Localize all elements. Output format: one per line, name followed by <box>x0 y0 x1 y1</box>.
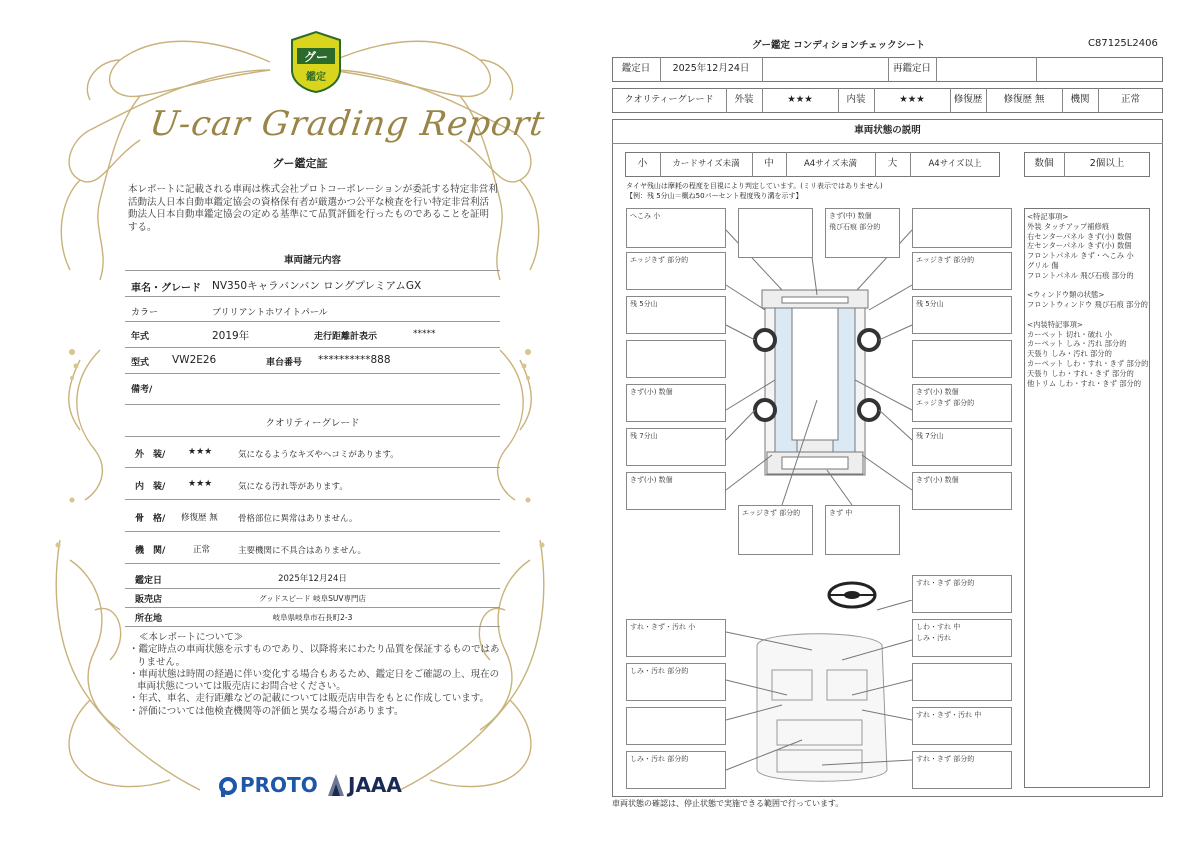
repair-label: 修復歴 <box>953 94 983 105</box>
interior-box-right-floor: すれ・きず・汚れ 中 <box>912 707 1012 745</box>
damage-box-front-glass: きず(中) 数個 飛び石痕 部分的 <box>825 208 900 258</box>
size-small: 小 <box>637 158 648 169</box>
damage-box-right-door <box>912 340 1012 378</box>
damage-box-rear-left: きず(小) 数個 <box>626 472 726 510</box>
engine-desc: 主要機関に不具合はありません。 <box>238 546 367 556</box>
sheet-date-label: 鑑定日 <box>621 63 651 74</box>
divider <box>125 270 500 271</box>
state-header: 車両状態の説明 <box>854 125 921 136</box>
ext-label: 外装 <box>734 94 754 105</box>
jaaa-logo: JAAA <box>348 773 402 797</box>
engine-value: 正常 <box>193 545 211 555</box>
damage-box-left-door <box>626 340 726 378</box>
car-name-label: 車名・グレード <box>131 283 201 294</box>
remarks-label: 備考/ <box>131 385 153 395</box>
svg-text:グー: グー <box>303 50 329 64</box>
address-value: 岐阜県岐阜市石長町2-3 <box>272 613 353 622</box>
model-label: 型式 <box>131 358 150 368</box>
damage-box-left-center-panel: きず(小) 数個 <box>626 384 726 422</box>
damage-box-front-right <box>912 208 1012 248</box>
size-mid: 中 <box>764 158 774 169</box>
tire-box-front-right: 残 5分山 <box>912 296 1012 334</box>
exterior-desc: 気になるようなキズやヘコミがあります。 <box>238 450 399 460</box>
exterior-label: 外 装/ <box>135 450 166 460</box>
ext-value: ★★★ <box>787 94 813 105</box>
tire-note-2: 【例：残 5分山＝概ね50パーセント程度残り溝を示す】 <box>626 192 803 200</box>
interior-box-steering: すれ・きず 部分的 <box>912 575 1012 613</box>
tire-box-rear-right: 残 7分山 <box>912 428 1012 466</box>
chassis-label: 車台番号 <box>266 358 303 368</box>
proto-logo: PROTO <box>240 773 318 797</box>
color-label: カラー <box>131 308 159 318</box>
divider <box>125 531 500 532</box>
damage-box-left-fender: エッジきず 部分的 <box>626 252 726 290</box>
damage-box-front-left: へこみ 小 <box>626 208 726 248</box>
damage-box-right-center-panel: きず(小) 数個 エッジきず 部分的 <box>912 384 1012 422</box>
divider <box>125 321 500 322</box>
model-value: VW2E26 <box>172 354 217 366</box>
year-label: 年式 <box>131 332 150 342</box>
interior-desc: 気になる汚れ等があります。 <box>238 482 348 492</box>
interior-box-ceiling: すれ・きず・汚れ 小 <box>626 619 726 657</box>
note-item: ・車両状態は時間の経過に伴い変化する場合もあるため、鑑定日をご確認の上、現在の車両状態については販売店にお問合せください。 <box>129 668 500 693</box>
engine-label-right: 機関 <box>1070 94 1090 105</box>
engine-value-right: 正常 <box>1120 94 1140 105</box>
divider <box>125 588 500 589</box>
damage-box-rear-right: きず(小) 数個 <box>912 472 1012 510</box>
size-small-desc: カードサイズ未満 <box>672 159 740 169</box>
exterior-stars: ★★★ <box>188 447 213 457</box>
divider <box>125 296 500 297</box>
note-item: ・年式、車名、走行距離などの記載については販売店申告をもとに作成しています。 <box>129 693 490 705</box>
jaaa-mark-icon <box>326 772 346 798</box>
divider <box>125 467 500 468</box>
interior-box-rear-left: しみ・汚れ 部分的 <box>626 751 726 789</box>
tire-note-1: タイヤ残山は摩耗の程度を目視により判定しています。(ミリ表示ではありません) <box>626 182 883 190</box>
shop-value: グッドスピード 岐阜SUV専門店 <box>258 594 366 603</box>
chassis-value: **********888 <box>318 354 391 366</box>
report-script-title: U-car Grading Report <box>147 104 548 144</box>
frame-desc: 骨格部位に異常はありません。 <box>238 514 358 524</box>
int-value: ★★★ <box>899 94 925 105</box>
repair-value: 修復歴 無 <box>1003 94 1045 105</box>
certificate-title: グー鑑定証 <box>272 157 328 170</box>
sheet-title: グー鑑定 コンディションチェックシート <box>752 40 926 51</box>
interior-label: 内 装/ <box>135 482 166 492</box>
divider <box>125 607 500 608</box>
count-label: 数個 <box>1034 158 1054 169</box>
damage-box-rear-center: エッジきず 部分的 <box>738 505 813 555</box>
mileage-label: 走行距離計表示 <box>314 332 378 342</box>
svg-text:鑑定: 鑑定 <box>306 72 326 83</box>
count-desc: 2個以上 <box>1089 158 1125 169</box>
redate-label: 再鑑定日 <box>892 63 931 74</box>
date-value: 2025年12月24日 <box>278 574 347 584</box>
divider <box>125 499 500 500</box>
tire-box-front-left: 残 5分山 <box>626 296 726 334</box>
interior-box-right-trim <box>912 663 1012 701</box>
special-notes: <特記事項> 外装 タッチアップ補修痕 右センターパネル きず(小) 数個 左センターパネル きず(小) 数個 フロントパネル きず・へこみ 小 グリル 傷 フロントパネル 飛び石痕 部分的 <ウィンドウ類の状態> フロントウィンドウ 飛び石痕 部分的 <内装特記事項> カーペット 切れ・破れ 小 カーペット しみ・汚れ 部分的 天張り しみ・汚れ 部分的 カーペット しわ・すれ・きず 部分的 天張り しわ・すれ・きず 部分的 他トリム しわ・すれ・きず 部分的 <box>1027 212 1149 388</box>
interior-box-rear-right: すれ・きず 部分的 <box>912 751 1012 789</box>
car-name-value: NV350キャラバンバン ロングプレミアムGX <box>212 280 422 292</box>
divider <box>125 347 500 348</box>
color-value: ブリリアントホワイトパール <box>212 308 328 318</box>
frame-label: 骨 格/ <box>135 514 166 524</box>
mileage-value: ***** <box>413 329 436 339</box>
interior-box-left-trim: しみ・汚れ 部分的 <box>626 663 726 701</box>
address-label: 所在地 <box>135 614 163 624</box>
divider <box>125 404 500 405</box>
damage-box-right-fender: エッジきず 部分的 <box>912 252 1012 290</box>
report-notes <box>125 632 505 718</box>
engine-label: 機 関/ <box>135 546 166 556</box>
spec-header: 車両諸元内容 <box>283 255 341 266</box>
shop-label: 販売店 <box>135 595 163 605</box>
divider <box>125 436 500 437</box>
divider <box>125 563 500 564</box>
date-label: 鑑定日 <box>135 576 163 586</box>
divider <box>125 373 500 374</box>
damage-box-front-center <box>738 208 813 258</box>
sheet-footer: 車両状態の確認は、停止状態で実施できる範囲で行っています。 <box>612 799 844 808</box>
sheet-date-value: 2025年12月24日 <box>672 63 750 74</box>
divider <box>125 626 500 627</box>
int-label: 内装 <box>846 94 866 105</box>
size-large: 大 <box>887 158 898 169</box>
interior-box-front-seat: しわ・すれ 中 しみ・汚れ <box>912 619 1012 657</box>
interior-box-left-floor <box>626 707 726 745</box>
quality-header: クオリティーグレード <box>265 418 360 429</box>
sheet-code: C87125L2406 <box>1088 38 1158 49</box>
year-value: 2019年 <box>212 330 250 342</box>
proto-mark-icon <box>218 776 238 798</box>
frame-value: 修復歴 無 <box>181 513 218 523</box>
certificate-statement: 本レポートに記載される車両は株式会社プロトコーポレーションが委託する特定非営利活動法人日本自動車鑑定協会の資格保有者が厳選かつ公平な検査を行い特定非営利活動法人日本自動車鑑定協会の定める基準にて品質評価を行ったものであることを証明する。 <box>128 184 498 233</box>
goo-kantei-logo <box>288 30 344 94</box>
interior-stars: ★★★ <box>188 479 213 489</box>
size-mid-desc: A4サイズ未満 <box>803 159 858 169</box>
damage-box-rear-gate: きず 中 <box>825 505 900 555</box>
tire-box-rear-left: 残 7分山 <box>626 428 726 466</box>
notes-title: ≪本レポートについて≫ <box>139 632 244 643</box>
size-large-desc: A4サイズ以上 <box>928 159 982 169</box>
note-item: ・鑑定時点の車両状態を示すものであり、以降将来にわたり品質を保証するものではありません。 <box>129 644 500 668</box>
note-item: ・評価については他検査機関等の評価と異なる場合があります。 <box>129 705 404 717</box>
qg-label: クオリティーグレード <box>624 95 714 105</box>
